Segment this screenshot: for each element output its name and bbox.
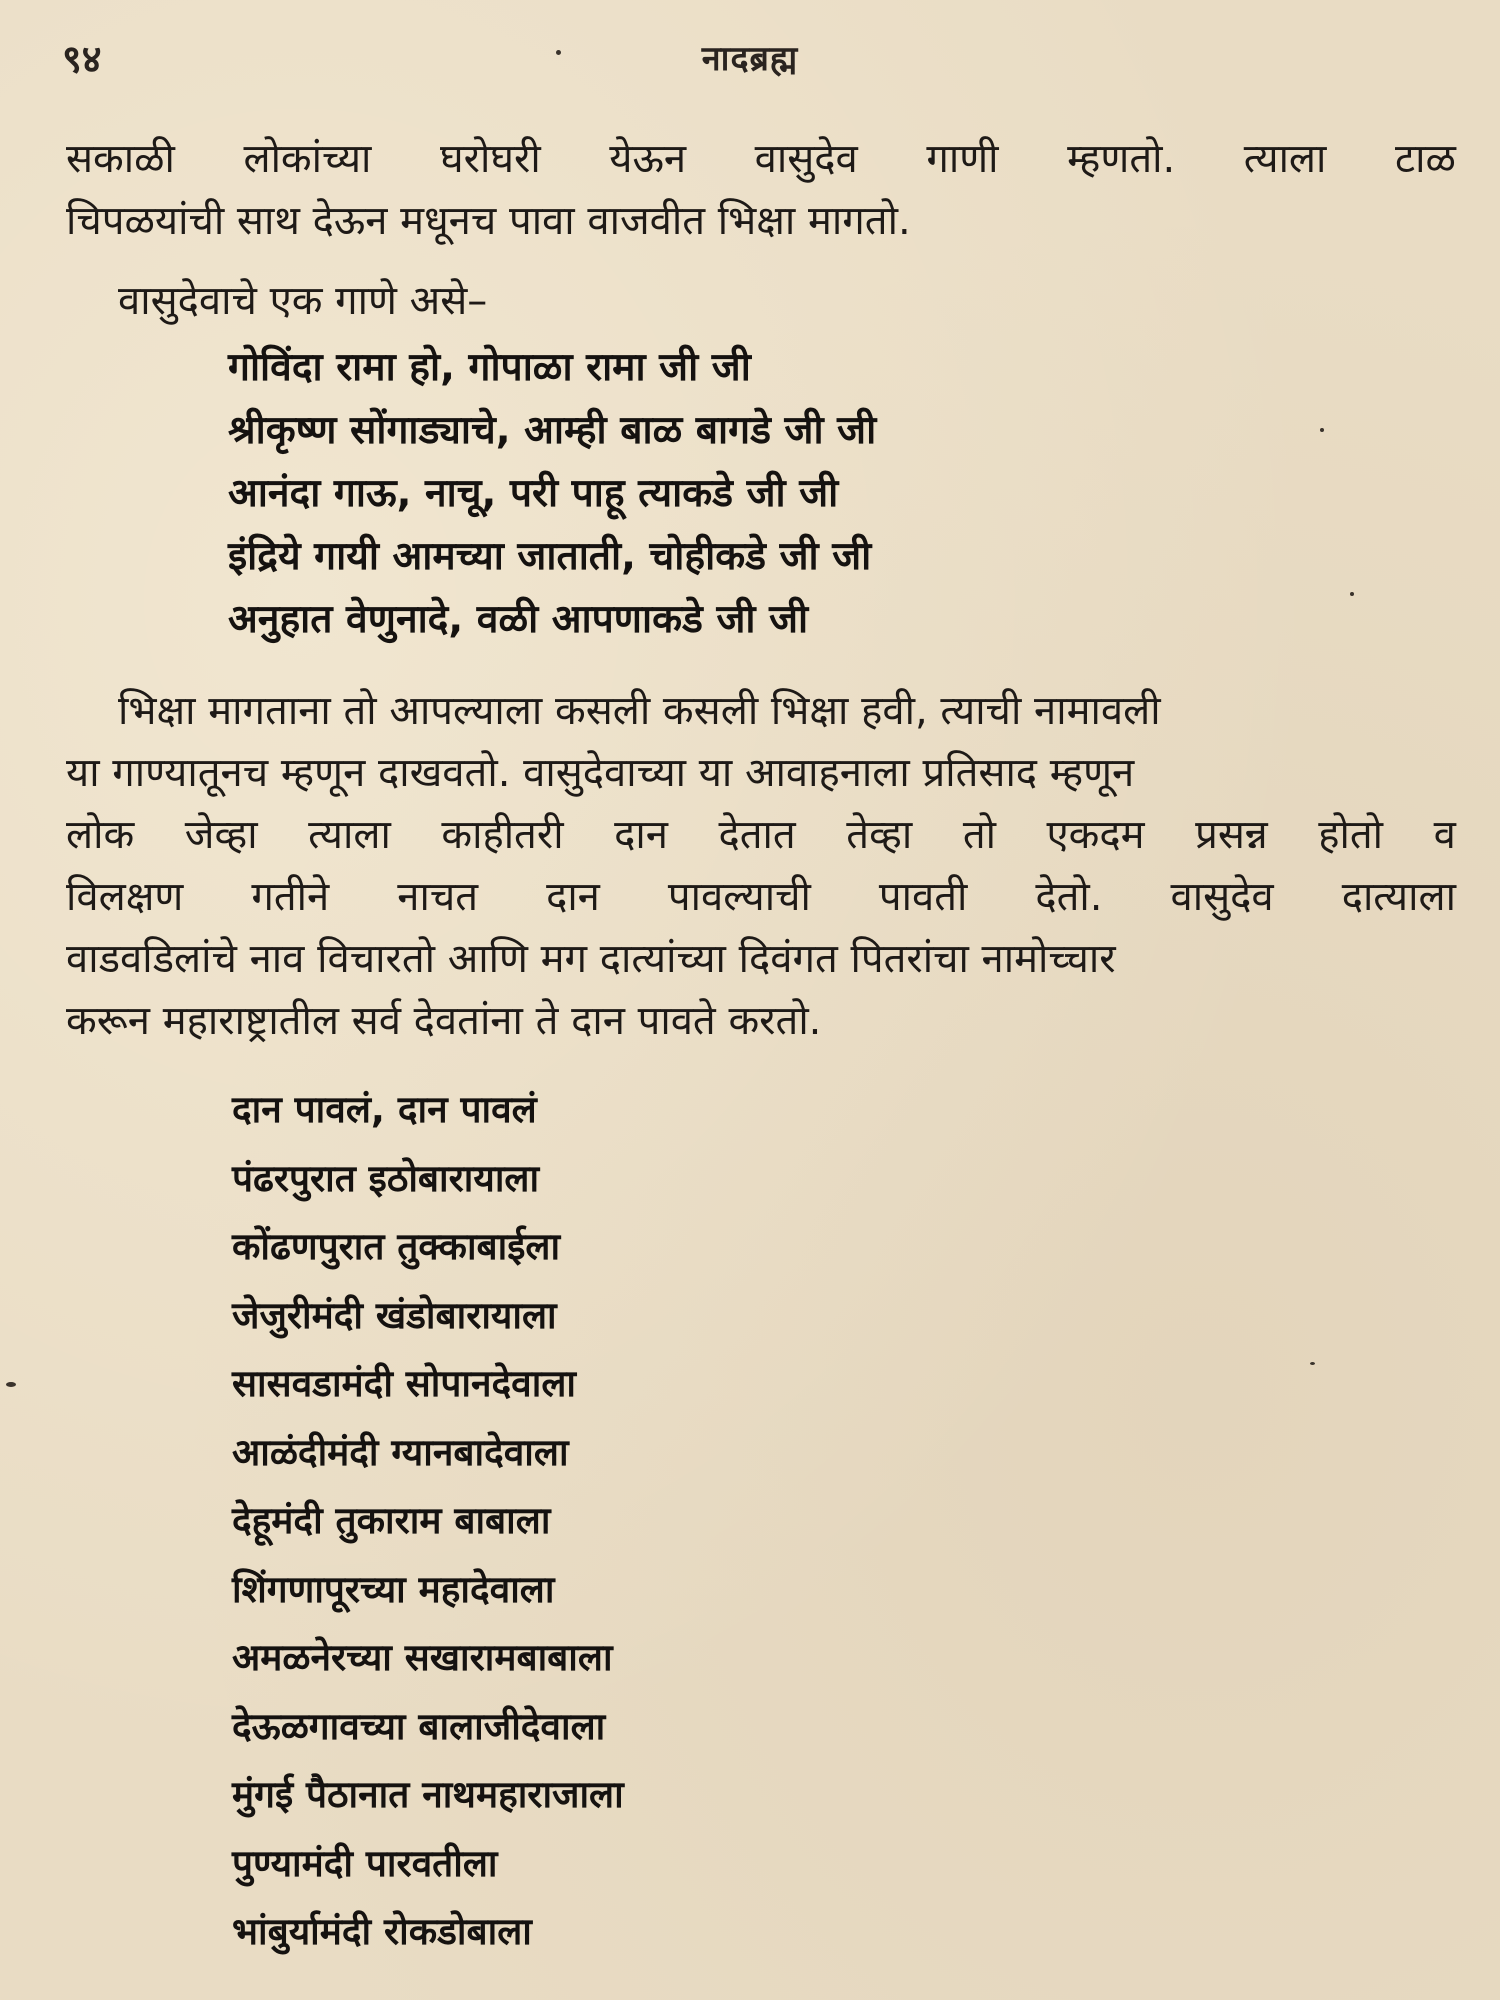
word: घरोघरी: [439, 136, 541, 182]
word: देतात: [718, 812, 796, 858]
word: पावल्याची: [667, 874, 811, 920]
word: लोक: [66, 812, 135, 858]
word: दात्याला: [1341, 874, 1456, 920]
list-item: देहूमंदी तुकाराम बाबाला: [232, 1499, 551, 1542]
verse-line: श्रीकृष्ण सोंगाड्याचे, आम्ही बाळ बागडे जी जी: [228, 408, 877, 453]
paragraph-2-line-5: वाडवडिलांचे नाव विचारतो आणि मग दात्यांच्या दिवंगत पितरांचा नामोच्चार: [66, 936, 1116, 982]
word: दान: [546, 874, 600, 920]
word: त्याला: [1243, 136, 1327, 182]
paper-speck: [1350, 592, 1354, 596]
paper-speck: [1310, 1362, 1315, 1365]
word: लोकांच्या: [243, 136, 372, 182]
paragraph-1-line-1: [66, 128, 1456, 190]
word: त्याला: [308, 812, 391, 858]
paragraph-2-line-2: या गाण्यातूनच म्हणून दाखवतो. वासुदेवाच्या या आवाहनाला प्रतिसाद म्हणून: [66, 750, 1135, 796]
paper-speck: [556, 50, 561, 55]
list-item: देऊळगावच्या बालाजीदेवाला: [232, 1704, 606, 1748]
paper-speck: [6, 1382, 16, 1387]
word: होतो: [1318, 812, 1384, 858]
word: वासुदेव: [754, 136, 858, 182]
list-item: सासवडामंदी सोपानदेवाला: [232, 1362, 576, 1405]
list-item: पुण्यामंदी पारवतीला: [232, 1841, 498, 1885]
word: वासुदेव: [1170, 874, 1274, 920]
word: काहीतरी: [441, 812, 564, 858]
word: एकदम: [1046, 812, 1145, 858]
paper-speck: [1320, 428, 1324, 432]
vasudev-song: [228, 336, 876, 651]
verse-line: अनुहात वेणुनादे, वळी आपणाकडे जी जी: [228, 597, 809, 642]
word: येऊन: [609, 136, 687, 182]
word: सकाळी: [66, 136, 175, 182]
list-item: शिंगणापूरच्या महादेवाला: [232, 1567, 555, 1611]
word: तो: [962, 812, 996, 858]
word: पावती: [878, 874, 968, 920]
list-item: कोंढणपुरात तुक्काबाईला: [232, 1225, 561, 1268]
paragraph-2-line-6: करून महाराष्ट्रातील सर्व देवतांना ते दान पावते करतो.: [66, 998, 822, 1044]
word: तेव्हा: [846, 812, 913, 858]
list-item: जेजुरीमंदी खंडोबारायाला: [232, 1293, 557, 1337]
word: म्हणतो.: [1067, 136, 1176, 182]
verse-line: इंद्रिये गायी आमच्या जाताती, चोहीकडे जी जी: [228, 534, 872, 579]
word: जेव्हा: [184, 812, 258, 858]
word: दान: [614, 812, 668, 858]
word: टाळ: [1394, 136, 1456, 182]
word: प्रसन्न: [1195, 812, 1268, 858]
verse-line: आनंदा गाऊ, नाचू, परी पाहू त्याकडे जी जी: [228, 471, 839, 516]
list-item: आळंदीमंदी ग्यानबादेवाला: [232, 1430, 569, 1474]
dedication-list: [232, 1076, 624, 1967]
paragraph-1-line-2: चिपळयांची साथ देऊन मधूनच पावा वाजवीत भिक्षा मागतो.: [66, 198, 911, 244]
verse-line: गोविंदा रामा हो, गोपाळा रामा जी जी: [228, 345, 751, 390]
word: गाणी: [926, 136, 999, 182]
word: नाचत: [397, 874, 479, 920]
list-item: मुंगई पैठानात नाथमहाराजाला: [232, 1773, 624, 1816]
list-item: अमळनेरच्या सखारामबाबाला: [232, 1636, 613, 1679]
paragraph-2-line-4: [66, 866, 1456, 928]
running-title: नादब्रह्म: [701, 39, 799, 79]
paragraph-2-line-3: [66, 804, 1456, 866]
paragraph-2: [66, 680, 1456, 1052]
list-item: भांबुर्यामंदी रोकडोबाला: [232, 1910, 532, 1953]
word: व: [1433, 812, 1456, 858]
paragraph-2-line-1: भिक्षा मागताना तो आपल्याला कसली कसली भिक्षा हवी, त्याची नामावली: [118, 688, 1161, 734]
paragraph-1: [66, 128, 1456, 252]
word: देतो.: [1035, 874, 1103, 920]
list-item: दान पावलं, दान पावलं: [232, 1088, 537, 1131]
page-number: ९४: [62, 37, 102, 81]
song-intro: वासुदेवाचे एक गाणे असे–: [118, 278, 488, 324]
word: गतीने: [251, 874, 330, 920]
list-item: पंढरपुरात इठोबारायाला: [232, 1156, 540, 1200]
word: विलक्षण: [66, 874, 184, 920]
